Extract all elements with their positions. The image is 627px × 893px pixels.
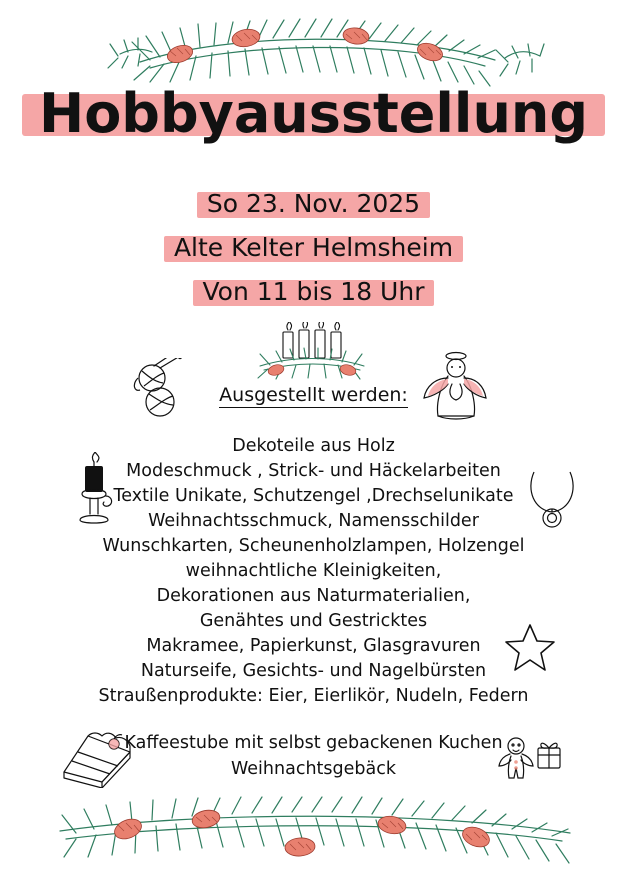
poster-title-wrap <box>0 78 627 150</box>
list-item: Genähtes und Gestricktes <box>199 611 428 631</box>
list-item: Makramee, Papierkunst, Glasgravuren <box>146 636 481 656</box>
list-item: Wunschkarten, Scheunenholzlampen, Holzengel <box>102 536 525 556</box>
list-item: Straußenprodukte: Eier, Eierlikör, Nudeln, Federn <box>98 686 529 706</box>
page-title: Hobbyausstellung <box>39 82 588 145</box>
event-venue-line <box>0 230 627 273</box>
list-item: Dekoteile aus Holz <box>232 436 395 456</box>
list-item: Weihnachtsschmuck, Namensschilder <box>148 511 479 531</box>
exhibit-items-list <box>0 434 627 709</box>
event-date-line <box>0 186 627 229</box>
list-item: weihnachtliche Kleinigkeiten, <box>185 561 442 581</box>
cafe-info <box>0 730 627 782</box>
pine-garland-bottom <box>0 789 627 889</box>
cafe-line-1: Kaffeestube mit selbst gebackenen Kuchen <box>124 733 503 753</box>
event-venue: Alte Kelter Helmsheim <box>173 233 454 262</box>
section-heading-text: Ausgestellt werden: <box>219 384 408 406</box>
list-item: Naturseife, Gesichts- und Nagelbürsten <box>140 661 487 681</box>
event-time: Von 11 bis 18 Uhr <box>202 277 425 306</box>
list-item: Dekorationen aus Naturmaterialien, <box>156 586 471 606</box>
list-item: Textile Unikate, Schutzengel ,Drechselunikate <box>113 486 514 506</box>
list-item: Modeschmuck , Strick- und Häckelarbeiten <box>126 461 501 481</box>
event-time-line <box>0 274 627 317</box>
section-heading <box>0 384 627 406</box>
advent-wreath-candles-icon <box>252 322 372 384</box>
cafe-line-2: Weihnachtsgebäck <box>231 759 396 779</box>
event-date: So 23. Nov. 2025 <box>206 189 421 218</box>
